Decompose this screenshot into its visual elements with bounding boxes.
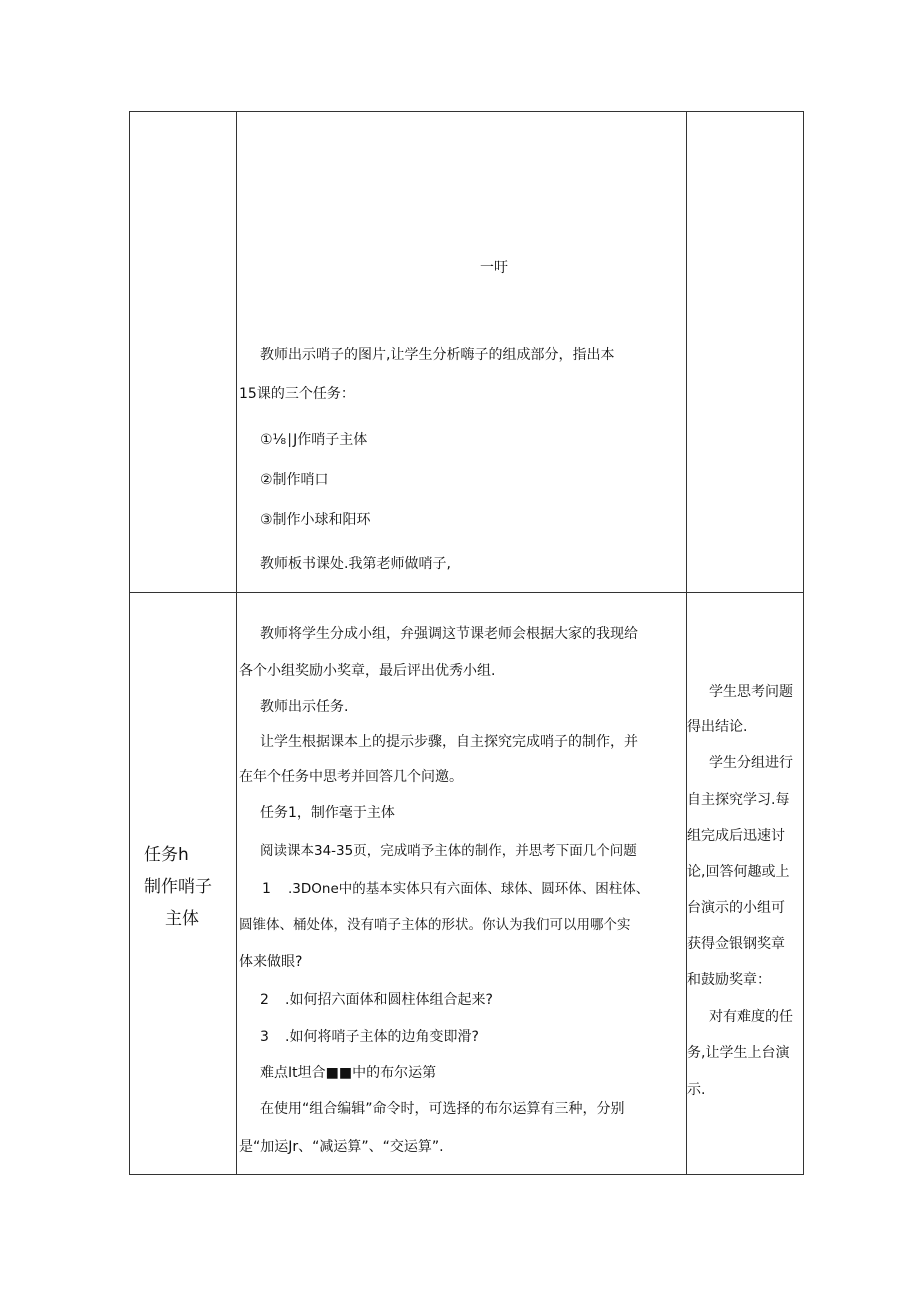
row1-paragraph: 15课的三个任务： [239, 386, 355, 402]
row-divider [129, 592, 804, 593]
student-line: 得出结论. [687, 719, 748, 735]
task-title-line: 制作哨子 [144, 877, 212, 897]
question-text: .3DOne中的基本实体只有六面体、球体、圆环体、困柱体、 [288, 881, 650, 897]
content-line: 教师出示任务. [260, 699, 349, 715]
content-line: 在年个任务中思考并回答几个问邀。 [239, 769, 463, 785]
question-text: .如何招六面体和圆柱体组合起来? [285, 992, 493, 1008]
student-line: 和鼓励奖章： [687, 972, 771, 988]
task-title-line: 任务h [144, 845, 189, 865]
content-line: 体来做眼? [239, 954, 303, 970]
row1-task-item: ③制作小球和阳环 [260, 512, 371, 528]
student-line: 务,让学生上台演 [687, 1045, 790, 1061]
question-number: 3 [260, 1029, 269, 1045]
content-line: 圆锥体、桶处体，没有哨子主体的形状。你认为我们可以用哪个实 [239, 917, 631, 933]
row1-paragraph: 教师板书课处.我第老师做哨子, [260, 556, 451, 572]
student-line: 自主探究学习.每 [687, 792, 790, 808]
col-divider-1 [236, 111, 237, 1175]
content-line: 是“加运Jr、“减运算”、“交运算”. [239, 1139, 444, 1155]
row1-task-item: ①⅛∣J作哨子主体 [260, 432, 368, 448]
student-line: 论,回答何趣或上 [687, 864, 790, 880]
col-divider-2 [686, 111, 687, 1175]
student-line: 组完成后迅速讨 [687, 828, 785, 844]
content-line: 各个小组奖励小奖章，最后评出优秀小组. [239, 663, 496, 679]
student-line: 对有难度的任 [709, 1009, 793, 1025]
content-line: 在使用“组合编辑”命令时，可选择的布尔运算有三种，分别 [260, 1101, 625, 1117]
content-line: 让学生根据课本上的提示步骤，自主探究完成哨子的制作，并 [260, 734, 638, 750]
row1-caption: 一吁 [480, 260, 508, 276]
question-number: 2 [260, 992, 269, 1008]
row1-paragraph: 教师出示哨子的图片,让学生分析嗨子的组成部分，指出本 [260, 347, 615, 363]
question-text: .如何将哨子主体的边角变即滑? [285, 1029, 479, 1045]
content-line: 教师将学生分成小组，弁强调这节课老师会根据大家的我现给 [260, 626, 638, 642]
student-line: 示. [687, 1082, 706, 1098]
student-line: 台演示的小组可 [687, 900, 785, 916]
content-line: 阅读课本34-35页，完成哨予主体的制作，并思考下面几个问题 [260, 843, 637, 859]
student-line: 学生思考问题 [709, 684, 793, 700]
question-number: 1 [262, 881, 271, 897]
content-line: 任务1，制作毫于主体 [260, 805, 395, 821]
student-line: 获得佥银钢奖章 [687, 936, 785, 952]
content-line: 难点It坦合■■中的布尔运第 [260, 1065, 437, 1081]
task-title-line: 主体 [165, 909, 199, 929]
student-line: 学生分组进行 [709, 755, 793, 771]
row1-task-item: ②制作哨口 [260, 472, 329, 488]
